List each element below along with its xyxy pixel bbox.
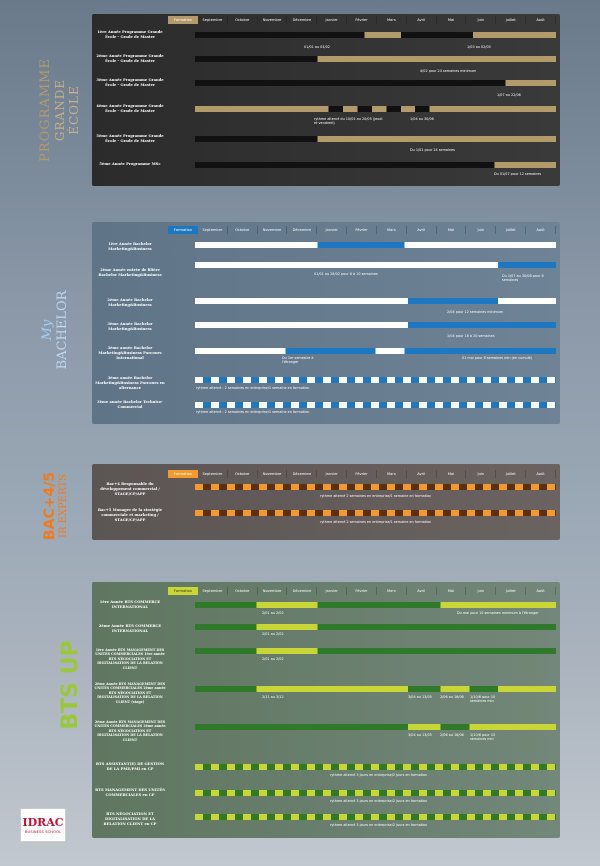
- month: Décembre: [287, 16, 317, 24]
- month: Juillet: [496, 587, 526, 595]
- month: Décembre: [287, 587, 317, 595]
- timeline-bar: [195, 686, 556, 692]
- timeline-note: Du 01/07 pour 12 semaines: [494, 172, 542, 176]
- timeline-bar: [195, 106, 556, 112]
- month: Janvier: [317, 16, 347, 24]
- timeline-bar: [195, 322, 556, 328]
- row-label: 2ème Année BTS MANAGEMENT DES UNITÉS COMMERCIALES 2ème année BTS NÉGOCIATION ET DIGITALISATION DE LA RELATION CLIENT (stage): [94, 682, 166, 704]
- timeline-note: Du 1/07 au 30/08 pour 8 semaines: [502, 274, 544, 282]
- brand-name: BTS UP: [58, 640, 83, 730]
- row-label: 5ème Année Programme MSc: [99, 162, 161, 166]
- timeline-note: 1/03 au 02/05: [467, 45, 491, 49]
- row-label: 1ère Année BTS COMMERCE INTERNATIONAL: [99, 600, 161, 609]
- schedule-row: [92, 262, 560, 290]
- timeline-note: 1/07 au 22/06: [497, 93, 521, 97]
- row-label: 3ème Année Bachelor Marketing&Business: [107, 322, 153, 331]
- month: Juin: [466, 226, 496, 234]
- brand-name: BAC+4/5: [42, 471, 58, 541]
- row-label: 1ère Année BTS MANAGEMENT DES UNITÉS COMMERCIALES 1ère année BTS NÉGOCIATION ET DIGITALISATION DE LA RELATION CLIENT: [95, 648, 165, 670]
- timeline-note: 2/11 au 3/12: [262, 695, 284, 699]
- brand-prefix: My: [40, 319, 55, 341]
- header-formation: Formation: [168, 587, 198, 595]
- month: Mai: [437, 587, 467, 595]
- schedule-row: [92, 600, 560, 624]
- month: Mai: [437, 470, 467, 478]
- timeline-bar: [195, 484, 556, 490]
- bachelor-brand: [40, 290, 70, 370]
- month-header: [198, 470, 556, 478]
- row-label: 2ème Année Programme Grande École - Grade de Master: [96, 54, 164, 63]
- schedule-row: [92, 720, 560, 756]
- month: Juillet: [496, 470, 526, 478]
- timeline-note: 2/01 au 2/02: [262, 632, 284, 636]
- logo-sub: BUSINESS SCHOOL: [24, 829, 62, 834]
- month: Janvier: [317, 226, 347, 234]
- month: Mars: [377, 226, 407, 234]
- month: Janvier: [317, 470, 347, 478]
- schedule-row: [92, 104, 560, 128]
- timeline-note: rythme alterné 2 semaines en entreprise/1 semaine en formation: [320, 520, 432, 524]
- month: Août: [526, 587, 556, 595]
- timeline-bar: [195, 136, 556, 142]
- month: Avril: [407, 226, 437, 234]
- month-header: [198, 226, 556, 234]
- timeline-note: 2/06 au 16/06: [440, 733, 464, 737]
- timeline-note: rythme alterné : 2 semaines en entreprise/1 semaine en formation: [196, 386, 310, 390]
- logo-name: IDRAC: [22, 816, 64, 829]
- timeline-note: rythme alterné 2 semaines en entreprise/1 semaine en formation: [320, 494, 432, 498]
- schedule-row: [92, 682, 560, 718]
- month: Septembre: [198, 226, 228, 234]
- row-label: 2ème Année BTS COMMERCE INTERNATIONAL: [98, 624, 162, 633]
- row-label: BTS MANAGEMENT DES UNITÉS COMMERCIALES en CP: [95, 788, 165, 797]
- month: Février: [347, 226, 377, 234]
- timeline-bar: [195, 32, 556, 38]
- month: Mars: [377, 587, 407, 595]
- row-label: 1ère Année Bachelor Marketing&Business: [108, 242, 152, 251]
- month: Février: [347, 470, 377, 478]
- timeline-bar: [195, 377, 556, 383]
- month: Juin: [466, 587, 496, 595]
- month: Décembre: [287, 470, 317, 478]
- schedule-row: [92, 30, 560, 54]
- brand-bottom: GRANDE ÉCOLE: [53, 78, 81, 142]
- row-label: 2ème Année entrée de filière Bachelor Marketing&Business: [98, 268, 162, 277]
- timeline-note: 1/10/6 pour 10 semaines min: [470, 733, 496, 741]
- panel-bachelor: [92, 222, 560, 424]
- schedule-row: [92, 482, 560, 508]
- timeline-bar: [195, 242, 556, 248]
- row-label: 2ème Année BTS MANAGEMENT DES UNITÉS COMMERCIALES 2ème année BTS NÉGOCIATION ET DIGITALISATION DE LA RELATION CLIENT: [94, 720, 166, 742]
- timeline-bar: [195, 602, 556, 608]
- timeline-bar: [195, 510, 556, 516]
- schedule-row: [92, 812, 560, 836]
- schedule-row: [92, 240, 560, 260]
- month: Octobre: [228, 226, 258, 234]
- panel-grande-ecole: [92, 14, 560, 186]
- month: Novembre: [258, 16, 288, 24]
- timeline-bar: [195, 814, 556, 820]
- schedule-row: [92, 376, 560, 400]
- timeline-note: Du 1er semestre à l'étranger: [282, 356, 314, 364]
- timeline-note: 01/01 au 03/02: [304, 45, 330, 49]
- row-label: 3ème année Bachelor Marketing&Business Parcours International: [98, 346, 162, 360]
- panel-bac45: [92, 464, 560, 540]
- brand-sub: IR EXPERTS: [58, 474, 69, 538]
- month: Novembre: [258, 226, 288, 234]
- row-label: 5ème Année Programme Grande École - Grade de Master: [96, 134, 164, 143]
- timeline-note: 3/04 au 13/05: [408, 695, 432, 699]
- month: Octobre: [228, 587, 258, 595]
- schedule-row: [92, 400, 560, 422]
- month: Décembre: [287, 226, 317, 234]
- timeline-note: 2/01 au 2/02: [262, 657, 284, 661]
- programme-grande-ecole-brand: [38, 58, 81, 162]
- month: Novembre: [258, 587, 288, 595]
- panel-bts: [92, 582, 560, 838]
- timeline-bar: [195, 56, 556, 62]
- timeline-note: 2/06 au 16/06: [440, 695, 464, 699]
- header-formation: Formation: [168, 226, 198, 234]
- month: Septembre: [198, 587, 228, 595]
- month: Juin: [466, 470, 496, 478]
- month: Mars: [377, 470, 407, 478]
- month: Septembre: [198, 470, 228, 478]
- timeline-note: rythme alterné 3 jours en entreprise/2 jours en formation: [330, 823, 428, 827]
- timeline-note: 1/10/6 pour 10 semaines min: [470, 695, 496, 703]
- timeline-bar: [195, 162, 556, 168]
- month: Mai: [437, 226, 467, 234]
- month: Novembre: [258, 470, 288, 478]
- month: Juillet: [496, 226, 526, 234]
- timeline-bar: [195, 790, 556, 796]
- schedule-row: [92, 296, 560, 318]
- month: Mai: [437, 16, 467, 24]
- schedule-row: [92, 762, 560, 786]
- timeline-note: Du 1/01 pour 24 semaines: [410, 148, 455, 152]
- month: Septembre: [198, 16, 228, 24]
- row-label: Bac+4 Responsable du développement commercial / STAGE/CP/APP: [100, 482, 160, 496]
- month: Octobre: [228, 16, 258, 24]
- schedule-row: [92, 624, 560, 644]
- row-label: BTS NÉGOCIATION ET DIGITALISATION DE LA RELATION CLIENT en CP: [103, 812, 157, 826]
- timeline-note: Du mai pour 10 semaines minimum à l'étranger: [457, 611, 539, 615]
- timeline-bar: [195, 624, 556, 630]
- timeline-note: rythme alterné 3 jours en entreprise/2 jours en formation: [330, 799, 428, 803]
- schedule-row: [92, 788, 560, 812]
- timeline-bar: [195, 764, 556, 770]
- timeline-note: rythme alterné 3 jours en entreprise/2 jours en formation: [330, 773, 428, 777]
- month: Août: [526, 226, 556, 234]
- brand-name: BACHELOR: [55, 290, 70, 370]
- timeline-bar: [195, 348, 556, 354]
- timeline-bar: [195, 80, 556, 86]
- row-label: 3ème Année Programme Grande École - Grade de Master: [96, 78, 164, 87]
- timeline-note: 1/04 au 30/06: [410, 117, 434, 121]
- timeline-note: 4/02 pour 24 semaines minimum: [420, 69, 477, 73]
- row-label: 3ème année Bachelor Technico-Commercial: [97, 400, 163, 409]
- month: Juillet: [496, 16, 526, 24]
- row-label: 1ère Année Programme Grande École - Grade de Master: [97, 30, 163, 39]
- idrac-logo: [20, 808, 66, 842]
- header-formation: Formation: [168, 470, 198, 478]
- row-label: Bac+5 Manager de la stratégie commerciale et marketing / STAGE/CP/APP: [97, 508, 163, 522]
- month-header: [198, 587, 556, 595]
- month: Octobre: [228, 470, 258, 478]
- timeline-note: 01 mai pour 8 semaines min (en cumulé): [462, 356, 533, 360]
- month: Avril: [407, 587, 437, 595]
- month: Février: [347, 16, 377, 24]
- month: Juin: [466, 16, 496, 24]
- timeline-note: 3/04 au 13/05: [408, 733, 432, 737]
- schedule-row: [92, 78, 560, 100]
- row-label: 2ème Année Bachelor Marketing&Business: [107, 298, 153, 307]
- timeline-note: 2/04 pour 12 semaines minimum: [447, 310, 504, 314]
- timeline-bar: [195, 262, 556, 268]
- row-label: BTS ASSISTANT(E) DE GESTION DE LA PME/PMI en CP: [95, 762, 165, 771]
- schedule-row: [92, 160, 560, 182]
- timeline-note: rythme alterné du 10/01 au 20/05 (jeudi et vendredi): [314, 117, 383, 125]
- brand-top: PROGRAMME: [38, 58, 53, 162]
- schedule-row: [92, 646, 560, 680]
- month: Août: [526, 470, 556, 478]
- timeline-bar: [195, 648, 556, 654]
- timeline-bar: [195, 402, 556, 408]
- header-formation: Formation: [168, 16, 198, 24]
- timeline-bar: [195, 298, 556, 304]
- timeline-bar: [195, 724, 556, 730]
- month-header: [198, 16, 556, 24]
- month: Février: [347, 587, 377, 595]
- timeline-note: rythme alterné : 2 semaines en entreprise/1 semaine en formation: [196, 410, 310, 414]
- row-label: 3ème année Bachelor Marketing&Business Parcours en alternance: [95, 376, 165, 390]
- schedule-row: [92, 320, 560, 342]
- month: Avril: [407, 470, 437, 478]
- schedule-row: [92, 346, 560, 374]
- month: Août: [526, 16, 556, 24]
- schedule-row: [92, 508, 560, 534]
- month: Janvier: [317, 587, 347, 595]
- schedule-row: [92, 54, 560, 76]
- row-label: 4ème Année Programme Grande École - Grade de Master: [96, 104, 164, 113]
- bac45-brand: [42, 468, 74, 544]
- timeline-note: 2/01 au 2/02: [262, 611, 284, 615]
- month: Mars: [377, 16, 407, 24]
- timeline-note: 1/04 pour 16 à 20 semaines: [447, 334, 495, 338]
- timeline-note: 01/01 au 28/02 pour 6 à 10 semaines: [314, 272, 378, 276]
- schedule-row: [92, 134, 560, 156]
- month: Avril: [407, 16, 437, 24]
